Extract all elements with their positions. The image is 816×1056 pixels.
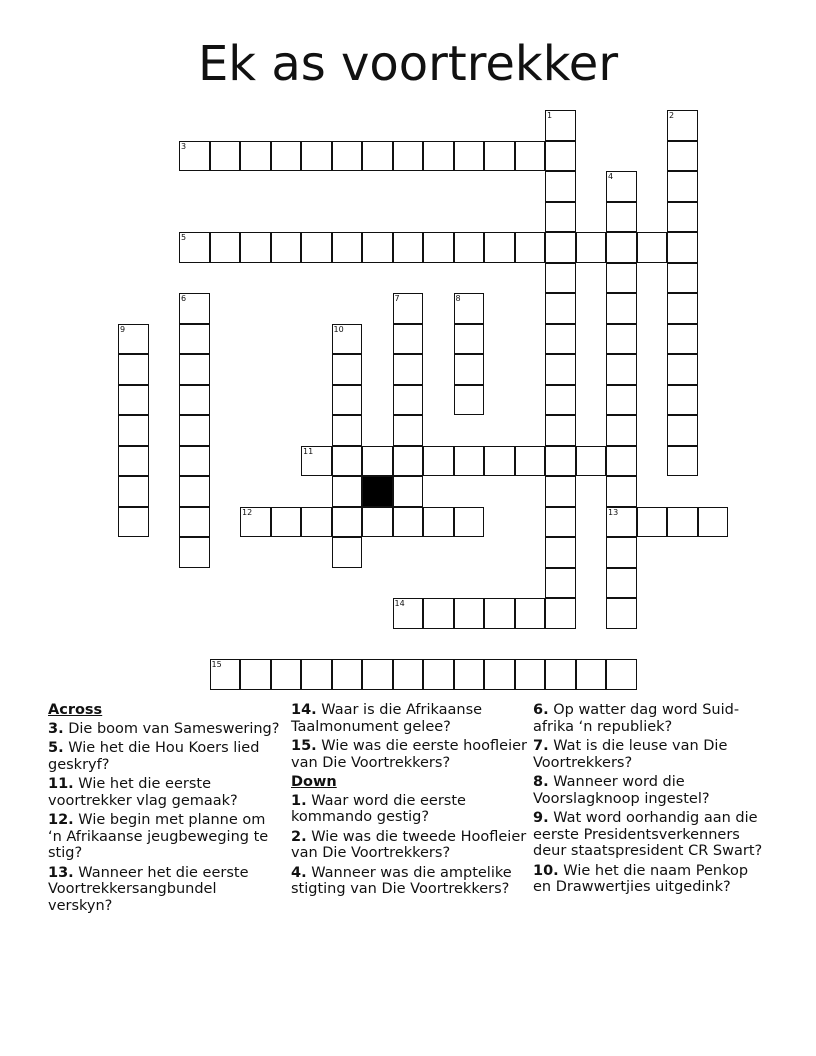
- clue-across-3: 3. Die boom van Sameswering?: [48, 720, 280, 737]
- grid-cell[interactable]: [484, 141, 515, 172]
- grid-cell[interactable]: [393, 354, 424, 385]
- clue-number: 15: [211, 660, 222, 669]
- grid-cell[interactable]: [332, 324, 363, 355]
- grid-cell[interactable]: [515, 598, 546, 629]
- grid-cell[interactable]: [271, 232, 302, 263]
- grid-cell[interactable]: [606, 415, 637, 446]
- clue-across-12: 12. Wie begin met planne om ‘n Afrikaanse jeugbeweging te stig?: [48, 812, 269, 861]
- grid-cell[interactable]: [240, 507, 271, 538]
- grid-cell[interactable]: [667, 385, 698, 416]
- grid-cell[interactable]: [240, 659, 271, 690]
- grid-cell[interactable]: [118, 354, 149, 385]
- grid-cell[interactable]: [515, 446, 546, 477]
- grid-cell[interactable]: [393, 659, 424, 690]
- grid-cell[interactable]: [606, 507, 637, 538]
- grid-cell[interactable]: [606, 537, 637, 568]
- grid-cell[interactable]: [118, 446, 149, 477]
- grid-cell[interactable]: [454, 293, 485, 324]
- grid-cell[interactable]: [545, 232, 576, 263]
- grid-cell[interactable]: [118, 324, 149, 355]
- clue-number: 13: [608, 507, 619, 517]
- grid-cell[interactable]: [637, 507, 668, 538]
- grid-cell[interactable]: [515, 141, 546, 172]
- grid-cell[interactable]: [362, 507, 393, 538]
- grid-cell[interactable]: [667, 263, 698, 294]
- grid-cell[interactable]: [576, 659, 607, 690]
- grid-cell[interactable]: [515, 659, 546, 690]
- clue-number: 8: [455, 294, 461, 303]
- grid-cell[interactable]: [606, 568, 637, 599]
- grid-cell[interactable]: [179, 507, 210, 538]
- grid-cell[interactable]: [301, 659, 332, 690]
- clue-number: 14: [394, 599, 405, 608]
- grid-cell[interactable]: [393, 598, 424, 629]
- grid-cell[interactable]: [667, 507, 698, 538]
- grid-cell[interactable]: [301, 507, 332, 538]
- grid-cell[interactable]: [393, 446, 424, 477]
- grid-cell[interactable]: [606, 385, 637, 416]
- clue-across-14: 14. Waar is die Afrikaanse Taalmonument gelee?: [291, 702, 483, 735]
- grid-cell[interactable]: [332, 446, 363, 477]
- clue-down-9: 9. Wat word oorhandig aan die eerste Presidentsverkenners deur staatspresident CR Swart?: [533, 810, 763, 859]
- grid-cell[interactable]: [454, 324, 485, 355]
- clue-down-4: 4. Wanneer was die amptelike stigting van Die Voortrekkers?: [291, 864, 512, 897]
- clue-down-1: 1. Waar word die eerste kommando gestig?: [291, 792, 466, 825]
- grid-cell[interactable]: [179, 385, 210, 416]
- grid-cell[interactable]: [118, 415, 149, 446]
- grid-cell[interactable]: [271, 141, 302, 172]
- clue-number: 5: [181, 233, 187, 242]
- grid-cell[interactable]: [545, 110, 576, 141]
- grid-cell[interactable]: [606, 354, 637, 385]
- grid-cell[interactable]: [454, 446, 485, 477]
- grid-cell[interactable]: [210, 232, 241, 263]
- grid-cell[interactable]: [545, 354, 576, 385]
- grid-cell[interactable]: [545, 171, 576, 202]
- grid-cell[interactable]: [545, 263, 576, 294]
- grid-cell[interactable]: [362, 659, 393, 690]
- clue-across-5: 5. Wie het die Hou Koers lied geskryf?: [48, 740, 260, 773]
- grid-cell[interactable]: [332, 415, 363, 446]
- grid-cell[interactable]: [454, 659, 485, 690]
- grid-cell[interactable]: [637, 232, 668, 263]
- grid-cell[interactable]: [301, 232, 332, 263]
- grid-cell[interactable]: [332, 141, 363, 172]
- grid-cell[interactable]: [484, 232, 515, 263]
- grid-cell[interactable]: [393, 141, 424, 172]
- grid-cell[interactable]: [667, 202, 698, 233]
- clue-down-8: 8. Wanneer word die Voorslagknoop ingestel?: [533, 774, 710, 807]
- clue-number: 10: [333, 324, 344, 334]
- grid-cell[interactable]: [606, 293, 637, 324]
- grid-cell[interactable]: [423, 598, 454, 629]
- grid-cell[interactable]: [393, 293, 424, 324]
- grid-cell[interactable]: [393, 232, 424, 263]
- clues-column-3: [533, 702, 763, 899]
- clue-number: 11: [303, 446, 314, 456]
- grid-cell[interactable]: [301, 446, 332, 477]
- clue-down-7: 7. Wat is die leuse van Die Voortrekkers?: [533, 738, 728, 771]
- clue-number: 6: [181, 294, 187, 303]
- grid-cell[interactable]: [423, 659, 454, 690]
- grid-cell[interactable]: [545, 385, 576, 416]
- grid-cell[interactable]: [606, 324, 637, 355]
- grid-cell[interactable]: [423, 507, 454, 538]
- grid-cell[interactable]: [606, 171, 637, 202]
- grid-cell[interactable]: [423, 141, 454, 172]
- grid-cell[interactable]: [332, 507, 363, 538]
- across-heading: Across: [48, 702, 103, 718]
- grid-cell[interactable]: [179, 232, 210, 263]
- grid-cell[interactable]: [667, 446, 698, 477]
- grid-cell[interactable]: [545, 446, 576, 477]
- grid-cell[interactable]: [545, 293, 576, 324]
- grid-cell[interactable]: [362, 232, 393, 263]
- clue-number: 1: [547, 111, 553, 120]
- grid-cell[interactable]: [332, 476, 363, 507]
- grid-cell[interactable]: [362, 446, 393, 477]
- clue-number: 12: [242, 507, 253, 517]
- grid-cell[interactable]: [179, 354, 210, 385]
- grid-cell[interactable]: [179, 537, 210, 568]
- grid-cell[interactable]: [423, 446, 454, 477]
- grid-cell[interactable]: [332, 385, 363, 416]
- grid-cell[interactable]: [606, 476, 637, 507]
- grid-cell[interactable]: [545, 202, 576, 233]
- grid-cell[interactable]: [332, 537, 363, 568]
- grid-cell[interactable]: [332, 354, 363, 385]
- grid-cell[interactable]: [545, 598, 576, 629]
- grid-cell[interactable]: [606, 446, 637, 477]
- clue-across-15: 15. Wie was die eerste hoofleier van Die Voortrekkers?: [291, 738, 528, 771]
- grid-cell[interactable]: [240, 232, 271, 263]
- grid-cell[interactable]: [606, 202, 637, 233]
- clue-number: 7: [394, 294, 400, 303]
- grid-cell[interactable]: [118, 507, 149, 538]
- grid-cell[interactable]: [606, 263, 637, 294]
- grid-cell[interactable]: [179, 324, 210, 355]
- clue-down-6: 6. Op watter dag word Suid-afrika ‘n republiek?: [533, 702, 740, 735]
- black-cell: [362, 476, 393, 507]
- grid-cell[interactable]: [545, 141, 576, 172]
- grid-cell[interactable]: [698, 507, 729, 538]
- grid-cell[interactable]: [667, 415, 698, 446]
- grid-cell[interactable]: [576, 232, 607, 263]
- grid-cell[interactable]: [179, 293, 210, 324]
- clue-across-11: 11. Wie het die eerste voortrekker vlag gemaak?: [48, 776, 238, 809]
- clues-column-1: [48, 702, 280, 917]
- grid-cell[interactable]: [545, 537, 576, 568]
- grid-cell[interactable]: [362, 141, 393, 172]
- grid-cell[interactable]: [606, 598, 637, 629]
- grid-cell[interactable]: [545, 415, 576, 446]
- grid-cell[interactable]: [393, 476, 424, 507]
- grid-cell[interactable]: [118, 476, 149, 507]
- grid-cell[interactable]: [332, 659, 363, 690]
- grid-cell[interactable]: [576, 446, 607, 477]
- grid-cell[interactable]: [210, 141, 241, 172]
- grid-cell[interactable]: [393, 385, 424, 416]
- grid-cell[interactable]: [454, 385, 485, 416]
- grid-cell[interactable]: [393, 507, 424, 538]
- grid-cell[interactable]: [271, 507, 302, 538]
- grid-cell[interactable]: [423, 232, 454, 263]
- grid-cell[interactable]: [545, 324, 576, 355]
- grid-cell[interactable]: [454, 141, 485, 172]
- grid-cell[interactable]: [454, 232, 485, 263]
- grid-cell[interactable]: [484, 446, 515, 477]
- grid-cell[interactable]: [667, 141, 698, 172]
- grid-cell[interactable]: [393, 324, 424, 355]
- down-heading: Down: [291, 774, 337, 790]
- grid-cell[interactable]: [484, 659, 515, 690]
- grid-cell[interactable]: [454, 507, 485, 538]
- clue-number: 4: [608, 172, 614, 181]
- clues-column-2: [291, 702, 527, 901]
- grid-cell[interactable]: [118, 385, 149, 416]
- grid-cell[interactable]: [179, 476, 210, 507]
- grid-cell[interactable]: [545, 568, 576, 599]
- grid-cell[interactable]: [545, 507, 576, 538]
- grid-cell[interactable]: [667, 324, 698, 355]
- grid-cell[interactable]: [454, 354, 485, 385]
- grid-cell[interactable]: [667, 293, 698, 324]
- clue-down-2: 2. Wie was die tweede Hoofleier van Die Voortrekkers?: [291, 828, 527, 861]
- grid-cell[interactable]: [301, 141, 332, 172]
- grid-cell[interactable]: [545, 659, 576, 690]
- grid-cell[interactable]: [667, 171, 698, 202]
- grid-cell[interactable]: [484, 598, 515, 629]
- grid-cell[interactable]: [515, 232, 546, 263]
- clue-number: 2: [669, 111, 675, 120]
- clue-number: 3: [181, 141, 187, 151]
- grid-cell[interactable]: [667, 354, 698, 385]
- grid-cell[interactable]: [240, 141, 271, 172]
- grid-cell[interactable]: [606, 659, 637, 690]
- grid-cell[interactable]: [179, 446, 210, 477]
- clue-down-10: 10. Wie het die naam Penkop en Drawwertjies uitgedink?: [533, 862, 749, 895]
- clue-across-13: 13. Wanneer het die eerste Voortrekkersangbundel verskyn?: [48, 864, 249, 914]
- grid-cell[interactable]: [179, 415, 210, 446]
- grid-cell[interactable]: [332, 232, 363, 263]
- grid-cell[interactable]: [667, 232, 698, 263]
- clue-number: 9: [120, 324, 126, 334]
- grid-cell[interactable]: [393, 415, 424, 446]
- grid-cell[interactable]: [454, 598, 485, 629]
- grid-cell[interactable]: [179, 141, 210, 172]
- puzzle-title: Ek as voortrekker: [197, 36, 619, 92]
- grid-cell[interactable]: [606, 232, 637, 263]
- grid-cell[interactable]: [545, 476, 576, 507]
- grid-cell[interactable]: [210, 659, 241, 690]
- grid-cell[interactable]: [667, 110, 698, 141]
- grid-cell[interactable]: [271, 659, 302, 690]
